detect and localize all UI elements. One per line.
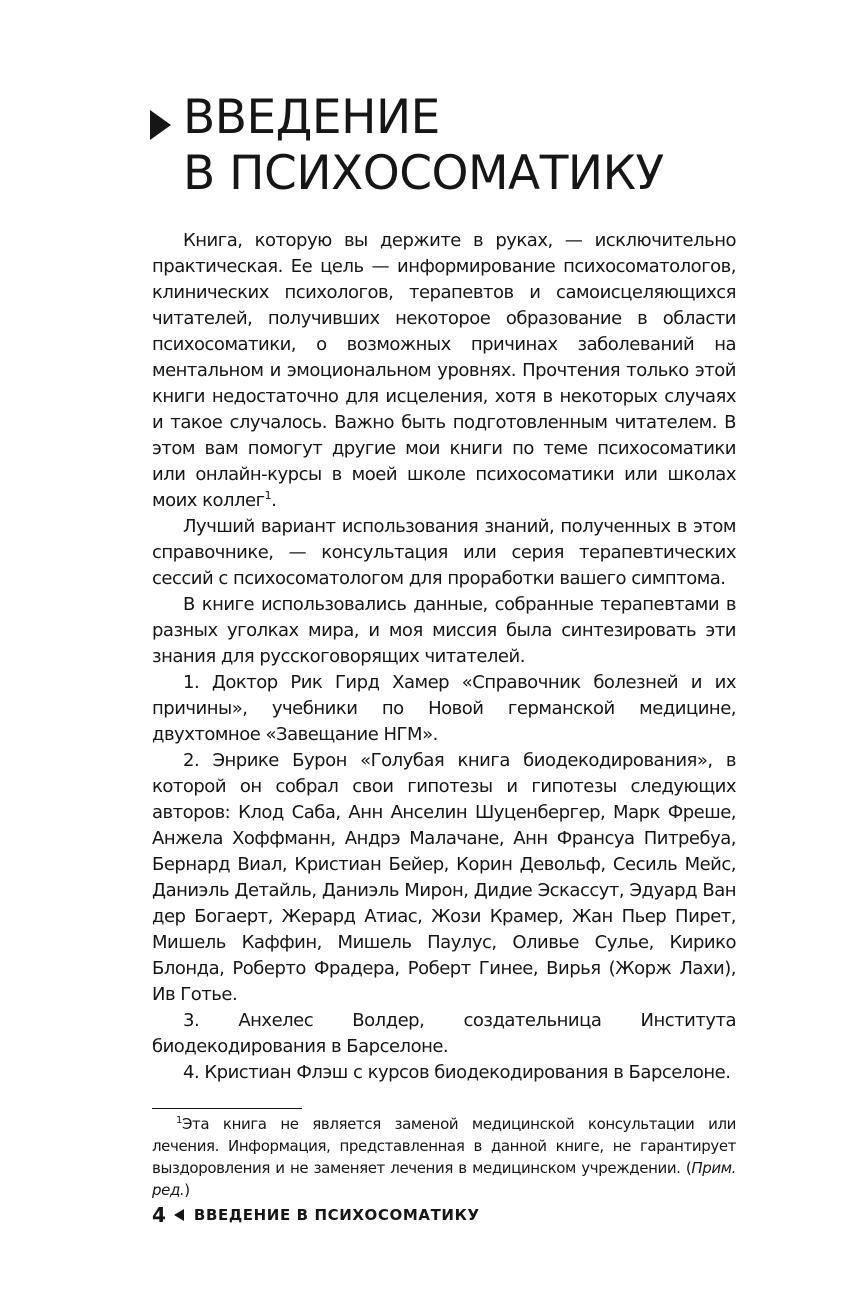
footnote-text: Эта книга не является заменой медицинской консультации или лечения. Информация, представленная в данной книге, не гарантирует выздоровления и не заменяет лечения в медицинском учреждении. ( [152, 1115, 736, 1177]
list-item-source-2: 2. Энрике Бурон «Голубая книга биодекодирования», в которой он собрал свои гипотезы и гипотезы следующих авторов: Клод Саба, Анн Анселин Шуценбергер, Марк Фреше, Анжела Хоффманн, Андрэ Малачане, Анн Франсуа Питребуа, Бернард Виал, Кристиан Бейер, Корин Девольф, Сесиль Мейс, Даниэль Детайль, Даниэль Мирон, Дидие Эскассут, Эдуард Ван дер Богаерт, Жерард Атиас, Жози Крамер, Жан Пьер Пирет, Мишель Каффин, Мишель Паулус, Оливье Сулье, Кирико Блонда, Роберто Фрадера, Роберт Гинее, Вирья (Жорж Лахи), Ив Готье. [152, 750, 736, 1005]
chapter-heading [150, 90, 790, 202]
footnote-divider [152, 1108, 302, 1109]
triangle-right-icon [150, 110, 171, 140]
footnote: $^1$Эта книга не является заменой медицинской консультации или лечения. Информация, представленная в данной книге, не гарантирует выздоровления и не заменяет лечения в медицинском учреждении. (Прим. ред.) [152, 1115, 736, 1199]
running-title: ВВЕДЕНИЕ В ПСИХОСОМАТИКУ [193, 1206, 480, 1224]
list-item-source-1: 1. Доктор Рик Гирд Хамер «Справочник болезней и их причины», учебники по Новой германской медицине, двухтомное «Завещание НГМ». [152, 672, 736, 745]
paragraph-usage: Лучший вариант использования знаний, полученных в этом справочнике, — консультация или серия терапевтических сессий с психосоматологом для проработки вашего симптома. [152, 516, 736, 589]
page-footer [152, 1203, 480, 1227]
editor-note: Прим. ред. [152, 1159, 736, 1199]
page-number: 4 [152, 1203, 166, 1227]
footnote-mark: 1 [176, 1115, 182, 1126]
chapter-title-line-1: ВВЕДЕНИЕ [183, 90, 440, 145]
footnote-reference[interactable]: 1 [264, 489, 272, 502]
list-item-source-3: 3. Анхелес Волдер, создательница Института биодекодирования в Барселоне. [152, 1010, 736, 1057]
chapter-title-line-2: В ПСИХОСОМАТИКУ [183, 146, 664, 201]
paragraph-intro: Книга, которую вы держите в руках, — исключительно практическая. Ее цель — информирование психосоматологов, клинических психологов, терапевтов и самоисцеляющихся читателей, получивших некоторое образование в области психосоматики, о возможных причинах заболеваний на ментальном и эмоциональном уровнях. Прочтения только этой книги недостаточно для исцеления, хотя в некоторых случаях и такое случалось. Важно быть подготовленным читателем. В этом вам помогут другие мои книги по теме психосоматики или онлайн-курсы в моей школе психосоматики или школах моих коллег$^1$. [152, 230, 736, 511]
triangle-left-icon [174, 1209, 184, 1221]
paragraph-sources: В книге использовались данные, собранные терапевтами в разных уголках мира, и моя миссия была синтезировать эти знания для русскоговорящих читателей. [152, 594, 736, 667]
body-text [152, 228, 736, 1086]
list-item-source-4: 4. Кристиан Флэш с курсов биодекодирования в Барселоне. [183, 1062, 731, 1083]
